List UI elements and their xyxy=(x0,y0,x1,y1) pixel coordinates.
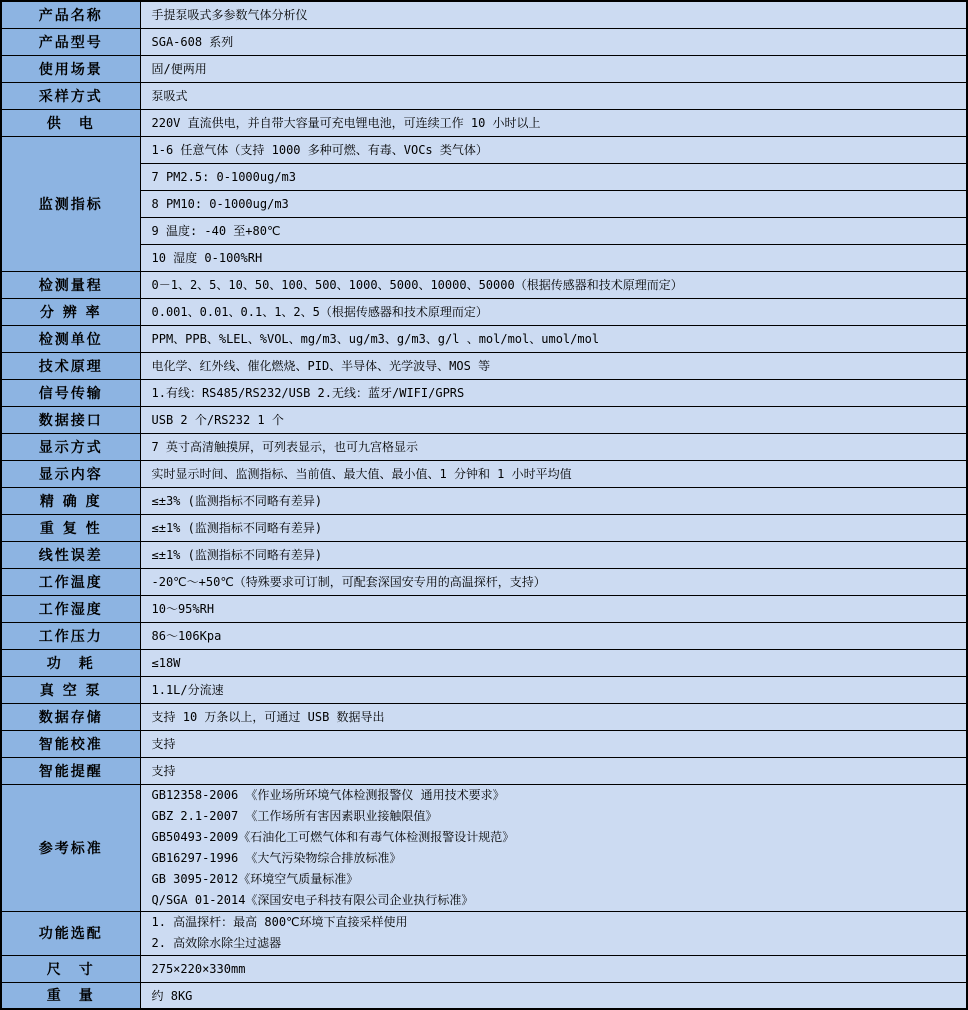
row-label: 功 耗 xyxy=(1,649,140,676)
table-row-display-content xyxy=(1,460,967,487)
row-label: 功能选配 xyxy=(1,911,140,955)
row-value: 10 湿度 0-100%RH xyxy=(140,244,967,271)
row-value: 10～95%RH xyxy=(140,595,967,622)
row-value: 支持 xyxy=(140,730,967,757)
row-value: 220V 直流供电，并自带大容量可充电锂电池，可连续工作 10 小时以上 xyxy=(140,109,967,136)
row-value: USB 2 个/RS232 1 个 xyxy=(140,406,967,433)
table-row-signal-transmission xyxy=(1,379,967,406)
row-value: 1.有线：RS485/RS232/USB 2.无线：蓝牙/WIFI/GPRS xyxy=(140,379,967,406)
table-row-working-humidity xyxy=(1,595,967,622)
row-value: ≤±3% (监测指标不同略有差异) xyxy=(140,487,967,514)
row-label: 产品名称 xyxy=(1,1,140,28)
table-row-working-pressure xyxy=(1,622,967,649)
table-row-data-interface xyxy=(1,406,967,433)
row-value: 固/便两用 xyxy=(140,55,967,82)
row-label: 真 空 泵 xyxy=(1,676,140,703)
standard-line: GB50493-2009《石油化工可燃气体和有毒气体检测报警设计规范》 xyxy=(151,829,515,844)
table-row-dimensions xyxy=(1,955,967,982)
row-label: 尺 寸 xyxy=(1,955,140,982)
table-row-monitor-indicators xyxy=(1,163,967,190)
row-value: 泵吸式 xyxy=(140,82,967,109)
table-row-vacuum-pump xyxy=(1,676,967,703)
row-label: 智能提醒 xyxy=(1,757,140,784)
row-label: 技术原理 xyxy=(1,352,140,379)
table-row-model xyxy=(1,28,967,55)
standard-line: GBZ 2.1-2007 《工作场所有害因素职业接触限值》 xyxy=(151,808,438,823)
row-value: PPM、PPB、%LEL、%VOL、mg/m3、ug/m3、g/m3、g/l 、mol/mol、umol/mol xyxy=(140,325,967,352)
row-label: 线性误差 xyxy=(1,541,140,568)
row-value: SGA-608 系列 xyxy=(140,28,967,55)
row-label: 检测单位 xyxy=(1,325,140,352)
row-value: 86～106Kpa xyxy=(140,622,967,649)
row-label: 数据存储 xyxy=(1,703,140,730)
table-row-resolution xyxy=(1,298,967,325)
row-label: 监测指标 xyxy=(1,136,140,271)
table-row-monitor-indicators xyxy=(1,136,967,163)
table-row-accuracy xyxy=(1,487,967,514)
row-value: 275×220×330mm xyxy=(140,955,967,982)
row-value: 8 PM10: 0-1000ug/m3 xyxy=(140,190,967,217)
table-row-detection-range xyxy=(1,271,967,298)
table-row-technical-principle xyxy=(1,352,967,379)
row-label: 供 电 xyxy=(1,109,140,136)
table-row-reference-standards xyxy=(1,784,967,911)
row-label: 信号传输 xyxy=(1,379,140,406)
table-row-weight xyxy=(1,982,967,1009)
table-row-optional-functions xyxy=(1,911,967,955)
table-row-smart-calibration xyxy=(1,730,967,757)
table-row-repeatability xyxy=(1,514,967,541)
row-value: 1.1L/分流速 xyxy=(140,676,967,703)
row-value: 7 英寸高清触摸屏，可列表显示，也可九宫格显示 xyxy=(140,433,967,460)
row-value: 电化学、红外线、催化燃烧、PID、半导体、光学波导、MOS 等 xyxy=(140,352,967,379)
table-row-monitor-indicators xyxy=(1,244,967,271)
row-value: ≤±1% (监测指标不同略有差异) xyxy=(140,541,967,568)
row-label: 重 量 xyxy=(1,982,140,1009)
standard-line: Q/SGA 01-2014《深国安电子科技有限公司企业执行标准》 xyxy=(151,892,474,907)
row-label: 显示方式 xyxy=(1,433,140,460)
option-line: 1. 高温探杆：最高 800℃环境下直接采样使用 xyxy=(151,915,408,929)
row-label: 参考标准 xyxy=(1,784,140,911)
table-row-detection-unit xyxy=(1,325,967,352)
row-label: 分 辨 率 xyxy=(1,298,140,325)
row-label: 显示内容 xyxy=(1,460,140,487)
table-row-monitor-indicators xyxy=(1,217,967,244)
table-row-power-supply xyxy=(1,109,967,136)
row-label: 检测量程 xyxy=(1,271,140,298)
row-label: 使用场景 xyxy=(1,55,140,82)
row-label: 产品型号 xyxy=(1,28,140,55)
row-label: 智能校准 xyxy=(1,730,140,757)
row-label: 精 确 度 xyxy=(1,487,140,514)
row-label: 工作温度 xyxy=(1,568,140,595)
standard-line: GB 3095-2012《环境空气质量标准》 xyxy=(151,871,359,886)
table-row-display-mode xyxy=(1,433,967,460)
table-row-data-storage xyxy=(1,703,967,730)
table-row-sampling-method xyxy=(1,82,967,109)
row-value: 7 PM2.5: 0-1000ug/m3 xyxy=(140,163,967,190)
table-row-working-temperature xyxy=(1,568,967,595)
row-label: 采样方式 xyxy=(1,82,140,109)
row-value: 9 温度: -40 至+80℃ xyxy=(140,217,967,244)
row-value: 手提泵吸式多参数气体分析仪 xyxy=(140,1,967,28)
table-row-power-consumption xyxy=(1,649,967,676)
row-label: 重 复 性 xyxy=(1,514,140,541)
standard-line: GB16297-1996 《大气污染物综合排放标准》 xyxy=(151,850,402,865)
table-row-monitor-indicators xyxy=(1,190,967,217)
option-line: 2. 高效除水除尘过滤器 xyxy=(151,936,282,950)
row-value: 实时显示时间、监测指标、当前值、最大值、最小值、1 分钟和 1 小时平均值 xyxy=(140,460,967,487)
row-value xyxy=(140,911,967,955)
row-value: ≤18W xyxy=(140,649,967,676)
row-value: 0.001、0.01、0.1、1、2、5（根据传感器和技术原理而定） xyxy=(140,298,967,325)
row-value: 支持 10 万条以上，可通过 USB 数据导出 xyxy=(140,703,967,730)
row-value: -20℃～+50℃（特殊要求可订制，可配套深国安专用的高温探杆，支持） xyxy=(140,568,967,595)
row-value: ≤±1% (监测指标不同略有差异) xyxy=(140,514,967,541)
table-row-product-name xyxy=(1,1,967,28)
table-row-linearity-error xyxy=(1,541,967,568)
row-value: 约 8KG xyxy=(140,982,967,1009)
row-value: 1-6 任意气体（支持 1000 多种可燃、有毒、VOCs 类气体） xyxy=(140,136,967,163)
table-row-usage-scene xyxy=(1,55,967,82)
table-row-smart-reminder xyxy=(1,757,967,784)
standard-line: GB12358-2006 《作业场所环境气体检测报警仪 通用技术要求》 xyxy=(151,787,505,802)
row-value: 支持 xyxy=(140,757,967,784)
row-label: 数据接口 xyxy=(1,406,140,433)
row-label: 工作压力 xyxy=(1,622,140,649)
row-value: 0－1、2、5、10、50、100、500、1000、5000、10000、50000（根据传感器和技术原理而定） xyxy=(140,271,967,298)
row-value xyxy=(140,784,967,911)
row-label: 工作湿度 xyxy=(1,595,140,622)
